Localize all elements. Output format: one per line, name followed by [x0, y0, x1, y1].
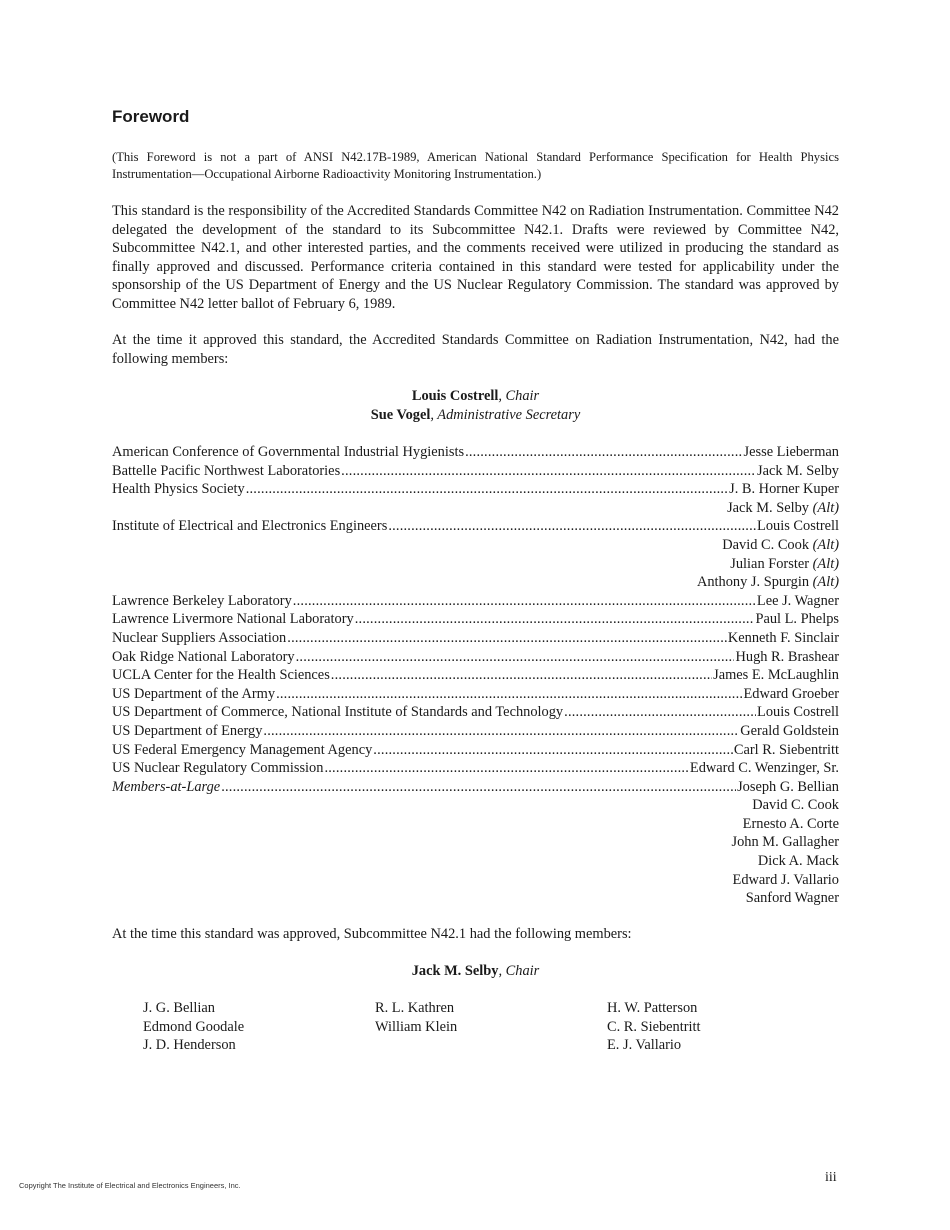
roster-org: Members-at-Large [112, 778, 221, 795]
roster-alternate [112, 555, 839, 574]
roster-row [112, 703, 839, 722]
member-column [607, 999, 839, 1055]
roster-rep: Joseph G. Bellian [737, 778, 839, 795]
subcommittee-member: C. R. Siebentritt [607, 1018, 701, 1035]
roster-rep: Edward Groeber [743, 685, 839, 702]
alt-label: (Alt) [812, 574, 839, 591]
roster-row [112, 741, 839, 760]
roster-row [112, 629, 839, 648]
member-at-large: Sanford Wagner [745, 890, 839, 907]
roster-org: Oak Ridge National Laboratory [112, 648, 295, 665]
subcommittee-member: William Klein [375, 1018, 458, 1035]
member-at-large: John M. Gallagher [731, 834, 839, 851]
roster-rep: Edward C. Wenzinger, Sr. [689, 760, 839, 777]
roster-row [112, 517, 839, 536]
member-at-large: David C. Cook [752, 797, 839, 814]
leader-dots [292, 592, 757, 611]
leader-dots [387, 517, 757, 536]
subcommittee-member: J. G. Bellian [143, 1000, 215, 1016]
intro-paragraph: This standard is the responsibility of the Accredited Standards Committee N42 on Radiation Instrumentation. Committee N42 delegated the development of the standard to its Subcommittee N42.1. Drafts were reviewed by Committee N42, Subcommittee N42.1, and other interested parties, and the comments received were utilized in producing the standard as finally approved and discussed. Performance criteria contained in this standard were tested for applicability under the sponsorship of the US Department of Energy and the US Nuclear Regulatory Commission. The standard was approved by Committee N42 letter ballot of February 6, 1989. [112, 203, 839, 312]
subcommittee-member: J. D. Henderson [143, 1037, 236, 1054]
alternate-name: Anthony J. Spurgin [696, 574, 810, 591]
copyright-notice: Copyright The Institute of Electrical and Electronics Engineers, Inc. [19, 1181, 241, 1190]
roster-rep: Louis Costrell [757, 518, 839, 535]
roster-org: American Conference of Governmental Industrial Hygienists [112, 444, 465, 460]
roster-org: Lawrence Berkeley Laboratory [112, 592, 292, 609]
roster-org: Health Physics Society [112, 481, 245, 498]
subcommittee-member: E. J. Vallario [607, 1037, 682, 1054]
roster-org: Lawrence Livermore National Laboratory [112, 611, 354, 628]
roster-org: Battelle Pacific Northwest Laboratories [112, 462, 341, 479]
alternate-name: David C. Cook [722, 536, 810, 553]
page-title: Foreword [112, 107, 190, 126]
roster-alternate [112, 499, 839, 518]
committee-chair-line [112, 387, 839, 406]
subcommittee-member: H. W. Patterson [607, 1000, 698, 1016]
leader-dots [354, 610, 756, 629]
subcommittee-member: Edmond Goodale [143, 1018, 245, 1035]
leader-dots [262, 722, 740, 741]
leader-dots [372, 741, 734, 760]
alt-label: (Alt) [812, 555, 839, 572]
leader-dots [245, 480, 729, 499]
roster-row [112, 462, 839, 481]
committee-secretary-title: , Administrative Secretary [430, 406, 581, 423]
roster-alternate [112, 536, 839, 555]
roster-alternate [112, 573, 839, 592]
roster-rep: Hugh R. Brashear [735, 648, 839, 665]
leader-dots [295, 648, 736, 667]
committee-secretary-name: Sue Vogel [370, 406, 431, 423]
subcommittee-members [143, 999, 839, 1055]
roster-row [112, 666, 839, 685]
roster-rep: Gerald Goldstein [740, 722, 839, 739]
member-roster [112, 443, 839, 908]
roster-org: UCLA Center for the Health Sciences [112, 667, 330, 684]
roster-row [112, 610, 839, 629]
leader-dots [275, 685, 743, 704]
roster-row [112, 592, 839, 611]
roster-rep: J. B. Horner Kuper [729, 481, 839, 498]
members-intro-paragraph: At the time it approved this standard, the Accredited Standards Committee on Radiation Instrumentation, N42, had the following members: [112, 332, 839, 367]
member-column [375, 999, 607, 1055]
alt-label: (Alt) [812, 499, 839, 516]
subcommittee-chair-line [112, 962, 839, 981]
roster-row [112, 685, 839, 704]
roster-org: Institute of Electrical and Electronics Engineers [112, 518, 388, 535]
leader-dots [563, 703, 757, 722]
page-number: iii [825, 1170, 837, 1185]
roster-org: US Federal Emergency Management Agency [112, 741, 373, 758]
roster-rep: Louis Costrell [757, 704, 839, 721]
foreword-note: (This Foreword is not a part of ANSI N42.17B-1989, American National Standard Performance Specification for Health Physics Instrumentation—Occupational Airborne Radioactivity Monitoring Instrumentation.) [112, 150, 839, 181]
roster-org: US Department of the Army [112, 685, 276, 702]
roster-row [112, 778, 839, 797]
alternate-name: Julian Forster [730, 555, 810, 572]
leader-dots [220, 778, 737, 797]
roster-org: US Department of Commerce, National Institute of Standards and Technology [112, 704, 564, 721]
committee-secretary-line [112, 406, 839, 425]
roster-rep: Jesse Lieberman [743, 444, 839, 460]
leader-dots [340, 462, 757, 481]
roster-rep: James E. McLaughlin [713, 667, 839, 684]
roster-org: US Department of Energy [112, 722, 263, 739]
member-at-large: Edward J. Vallario [732, 871, 839, 888]
committee-chair-title: , Chair [498, 388, 540, 404]
member-at-large: Ernesto A. Corte [742, 815, 839, 832]
roster-row [112, 480, 839, 499]
leader-dots [286, 629, 728, 648]
roster-row [112, 443, 839, 462]
member-column [143, 999, 375, 1055]
subcommittee-intro-paragraph: At the time this standard was approved, Subcommittee N42.1 had the following members: [112, 926, 632, 942]
roster-rep: Kenneth F. Sinclair [727, 629, 839, 646]
subcommittee-chair-name: Jack M. Selby [411, 963, 499, 979]
roster-rep: Paul L. Phelps [755, 611, 839, 628]
committee-chair-name: Louis Costrell [411, 388, 499, 404]
leader-dots [323, 759, 689, 778]
roster-row [112, 648, 839, 667]
roster-rep: Jack M. Selby [757, 462, 839, 479]
roster-rep: Lee J. Wagner [756, 592, 839, 609]
committee-officers [112, 387, 839, 424]
roster-rep: Carl R. Siebentritt [733, 741, 839, 758]
roster-row [112, 759, 839, 778]
roster-org: Nuclear Suppliers Association [112, 629, 287, 646]
member-at-large: Dick A. Mack [757, 853, 839, 870]
leader-dots [464, 443, 743, 462]
roster-row [112, 722, 839, 741]
leader-dots [330, 666, 713, 685]
alt-label: (Alt) [812, 536, 839, 553]
alternate-name: Jack M. Selby [727, 499, 810, 516]
subcommittee-chair-title: , Chair [498, 963, 540, 979]
roster-org: US Nuclear Regulatory Commission [112, 760, 324, 777]
subcommittee-member: R. L. Kathren [375, 1000, 455, 1016]
